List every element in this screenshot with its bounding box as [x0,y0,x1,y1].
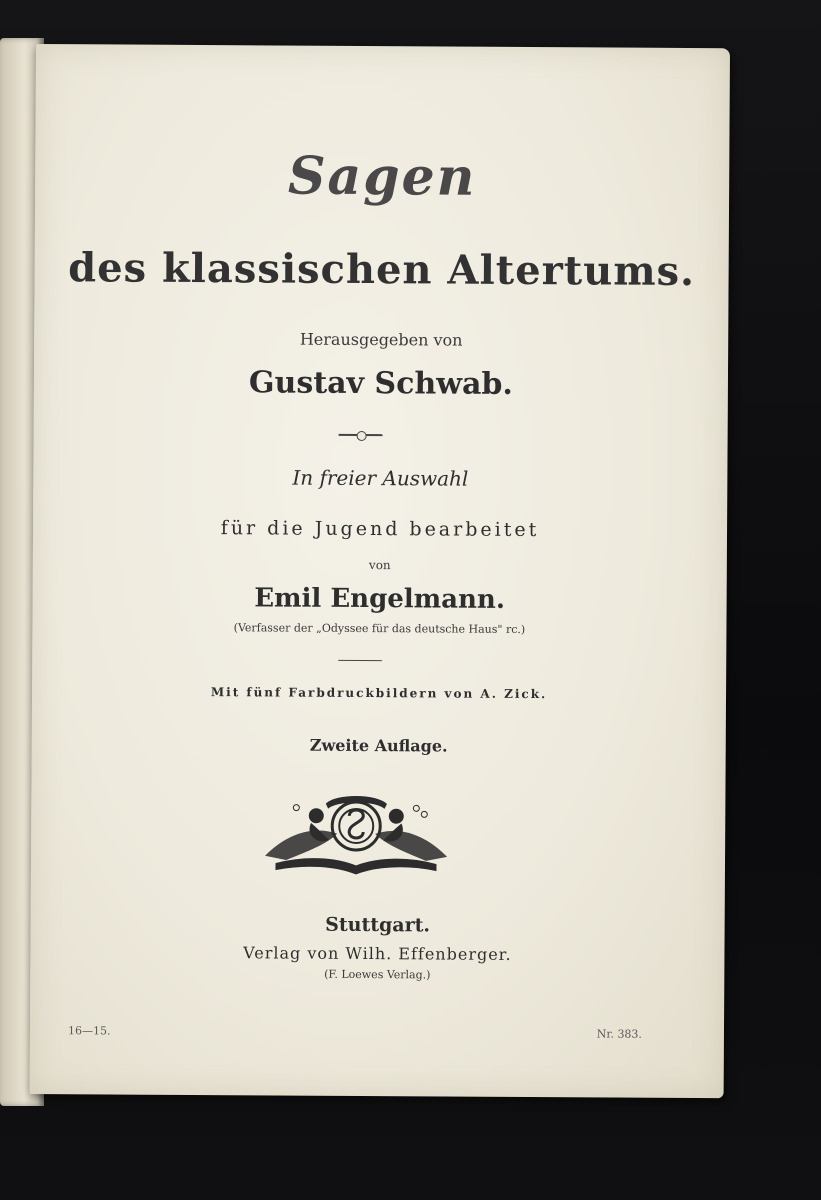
editor-name: Gustav Schwab. [248,365,513,402]
divider-ornament [339,434,383,436]
author-note: (Verfasser der „Odyssee für das deutsche Haus" rc.) [233,621,526,636]
youth-note: für die Jugend bearbeitet [220,517,540,542]
book-title: Sagen [287,145,477,208]
book-subtitle: des klassischen Altertums. [68,244,696,296]
signature-mark-left: 16—15. [67,1024,111,1038]
editor-prefix: Herausgegeben von [299,329,463,350]
author-name: Emil Engelmann. [254,583,506,615]
publisher-vignette-image [256,785,457,878]
selection-note: In freier Auswahl [292,465,469,491]
publisher-name: Verlag von Wilh. Effenberger. [243,943,512,964]
publisher-note: (F. Loewes Verlag.) [324,967,431,982]
by-label: von [368,558,391,573]
divider-rule [338,660,382,661]
series-number: Nr. 383. [596,1027,643,1041]
title-page [30,44,730,1098]
publication-city: Stuttgart. [325,913,431,937]
illustrations-note: Mit fünf Farbdruckbildern von A. Zick. [210,685,548,702]
edition-label: Zweite Auflage. [309,735,448,756]
